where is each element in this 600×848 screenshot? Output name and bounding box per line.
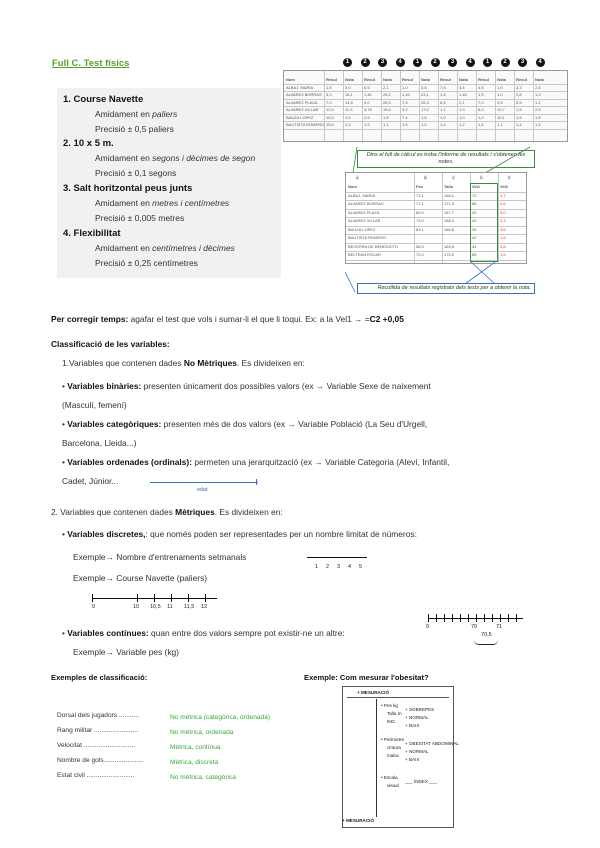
column-number-badge: 2 (501, 58, 510, 67)
sheet-cell: ALVAREZ PLAZA (286, 99, 318, 105)
age-axis (150, 482, 258, 483)
sheet-cell: 70 (472, 192, 477, 198)
navette-tick-label: 11,5 (184, 604, 195, 610)
navette-tick (188, 594, 189, 602)
sheet-grid-col (414, 173, 415, 263)
discrete-variables: • Variables discretes,: que només poden ser representades per un nombre limitat de números: (62, 529, 417, 539)
sheet-cell: 3,3 (516, 84, 522, 90)
training-tick-label: 4 (348, 564, 352, 570)
sheet-cell: 1,0 (402, 84, 408, 90)
test-precision: Precisió ± 0,25 centímetres (95, 258, 198, 268)
test-precision: Precisió ± 0,5 paliers (95, 124, 174, 134)
test-heading: 3. Salt horitzontal peus junts (63, 183, 193, 194)
continuous-tick-label: 71 (496, 624, 503, 630)
sheet-cell: 10,7 (497, 107, 505, 112)
column-number-badge: 1 (483, 58, 492, 67)
sheet-cell: 65 (472, 201, 477, 206)
sheet-cell: 1,40 (364, 92, 372, 97)
example-row (57, 727, 233, 736)
diagram-left-item: visual (387, 783, 399, 788)
sheet-cell: 1,3 (345, 122, 351, 127)
column-number-badge: 3 (518, 58, 527, 67)
training-axis (307, 557, 367, 558)
sheet-cell: 70,0 (416, 252, 424, 257)
sheet-cell: 1,0 (497, 92, 503, 97)
navette-tick (205, 594, 206, 602)
sheet-cell: 7,0 (478, 99, 484, 105)
test-measure: Amidament en metres i centímetres (95, 198, 230, 208)
sheet-cell: 65 (472, 252, 477, 257)
sheet-cell: 1,6 (421, 114, 427, 120)
sheet-cell: 80,0 (416, 209, 424, 215)
diagram-left-item: • Escala (381, 775, 398, 780)
sheet-cell: 3,8 (500, 243, 506, 249)
sheet-cell: 7,5 (402, 99, 408, 105)
data-spreadsheet (345, 172, 527, 264)
sheet-cell: 1,5 (402, 122, 408, 127)
sheet-cell: 1,5 (345, 114, 351, 120)
sheet-cell: 1,5 (535, 114, 541, 120)
sheet-cell: Nota (421, 77, 430, 82)
sheet-cell: 1,4 (516, 122, 522, 127)
sheet-cell: 73,0 (416, 218, 424, 223)
non-metric-intro: 1.Variables que contenen dades No Mètriques. Es divideixen en: (62, 358, 305, 368)
sheet-cell: 7,5 (440, 84, 446, 90)
sheet-cell: 2,1 (459, 99, 465, 105)
diagram-left-item: maluc (387, 753, 400, 758)
sheet-cell: 1,4 (478, 122, 484, 127)
navette-tick-label: 10,5 (150, 604, 161, 610)
sheet-cell: 42 (472, 218, 477, 223)
sheet-cell: 1,40 (459, 92, 467, 97)
column-number-badge: 1 (413, 58, 422, 67)
continuous-tick (436, 614, 437, 622)
sheet-cell: 1,2 (535, 99, 541, 105)
sheet-cell: 1,1 (383, 122, 389, 127)
sheet-cell: Resul (326, 77, 337, 82)
sheet-cell: 12,0 (326, 107, 334, 112)
training-tick-label: 3 (337, 564, 341, 570)
test-precision: Precisió ± 0,005 metres (95, 213, 185, 223)
sheet-cell: Resul (478, 77, 489, 82)
sheet-cell: 2,1 (383, 84, 389, 90)
sheet-cell: 169,8 (444, 243, 455, 249)
sheet-cell: 15,0 (326, 122, 334, 127)
example-value: No mètrica (categòrica, ordenada) (170, 714, 271, 721)
diagram-right-item: + NORMAL (405, 715, 429, 720)
column-number-badge: 2 (361, 58, 370, 67)
sheet-cell: 166,1 (444, 192, 455, 198)
test-precision: Precisió ± 0,1 segons (95, 168, 177, 178)
sheet-cell: 167,7 (444, 209, 455, 215)
sheet-cell: Nom (348, 184, 357, 189)
diagram-left-item: • Perímetre (381, 737, 405, 742)
sheet-cell: 30 (472, 209, 477, 215)
example-value: No mètrica, categòrica (170, 774, 236, 781)
sheet-grid-row (346, 260, 526, 261)
sheet-cell: Talla (444, 184, 453, 189)
training-axis-labels (307, 564, 367, 572)
navette-tick-label: 10 (133, 604, 140, 610)
sheet-cell: 5,5 (516, 99, 522, 105)
sheet-cell: 1,6 (500, 252, 506, 257)
sheet-cell: ALBAJ, MARIA (348, 192, 376, 198)
sheet-cell: 2,8 (516, 92, 522, 97)
sheet-cell: 63,1 (416, 226, 424, 232)
sheet-col-letter: D (480, 175, 483, 180)
continuous-tick (516, 614, 517, 622)
obesity-diagram (342, 686, 459, 828)
sheet-cell: 1,0 (459, 107, 465, 112)
sheet-cell: 5,0 (478, 107, 484, 112)
sheet-cell: 1,0 (478, 114, 484, 120)
sheet-cell: ALVAREZ VILLAR (348, 218, 381, 223)
continuous-tick (508, 614, 509, 622)
sheet-cell: 1,42 (402, 92, 410, 97)
sheet-cell: BECERRA DE BENEDICTO (348, 243, 399, 249)
sheet-cell: 3,6 (500, 226, 506, 232)
navette-tick-label: 12 (201, 604, 208, 610)
sheet-cell: 26,3 (421, 99, 429, 105)
navette-tick-label: 0 (92, 604, 96, 610)
ordinal-variables: • Variables ordenades (ordinals): permeten una jerarquització (ex → Variable Categoria (Aleví, Infantil, Cadet, Júnior... (62, 457, 450, 486)
sheet-cell: 1,9 (364, 122, 370, 127)
sheet-col-letter: C (452, 175, 455, 180)
navette-axis-ticks (92, 594, 217, 614)
results-spreadsheet (283, 70, 568, 142)
sheet-cell: 15,0 (383, 107, 391, 112)
sheet-cell: 4,0 (364, 99, 370, 105)
sheet-cell: 10,0 (326, 114, 334, 120)
classification-heading: Classificació de les variables: (51, 339, 170, 349)
age-axis-label: edat (197, 487, 208, 493)
diagram-bottom-label: + MESURACIÓ (342, 818, 375, 823)
example-row (57, 772, 236, 781)
sheet-cell: 1,5 (383, 114, 389, 120)
highlight-column (470, 183, 498, 262)
examples-heading: Exemples de classificació: (51, 673, 148, 682)
sheet-cell: 170,0 (444, 252, 455, 257)
sheet-cell: Resul (364, 77, 375, 82)
continuous-tick-label: 70 (471, 624, 478, 630)
diagram-right-item: + OBESITAT ABDOMINAL (405, 741, 459, 746)
sheet-cell: Pes (416, 184, 424, 189)
connector-lines (345, 145, 535, 175)
example-label: Nombre de gols...................... (57, 757, 144, 764)
sheet-cell: 4,5 (478, 84, 484, 90)
page-title: Full C. Test físics (52, 58, 130, 69)
sheet-cell: 168,3 (444, 218, 455, 223)
note-results: Dins el full de càlcul es troba l'informe de resultats i s'obtenen les notes. (357, 150, 535, 168)
sheet-cell: 42 (472, 235, 477, 240)
sheet-cell: Nota (345, 77, 354, 82)
sheet-cell: 2,5 (535, 107, 541, 112)
sheet-col-letter: E (508, 175, 511, 180)
sheet-cell: 7,4 (402, 114, 408, 120)
sheet-cell: 3,0 (326, 92, 332, 97)
diagram-right-item: + BAIX (405, 723, 420, 728)
sheet-cell: 166,8 (444, 226, 455, 232)
sheet-cell: 3,0 (500, 209, 506, 215)
sheet-cell: 44 (472, 243, 477, 249)
continuous-tick (492, 614, 493, 622)
sheet-cell: 3,2 (402, 107, 408, 112)
sheet-col-letter: A (356, 175, 359, 180)
diagram-right-item: ___ ÍNDEX ___ (405, 779, 437, 784)
age-axis-end (256, 479, 257, 485)
binary-variables: • Variables binàries: presenten únicament dos possibles valors (ex → Variable Sexe de naixement (Masculí, femení) (62, 381, 431, 410)
sheet-cell: 2,5 (535, 84, 541, 90)
sheet-cell: 17,0 (421, 107, 429, 112)
column-number-badge: 4 (466, 58, 475, 67)
continuous-axis-ticks (428, 612, 523, 652)
sheet-cell: 1,1 (497, 122, 503, 127)
sheet-cell: 1,0 (459, 114, 465, 120)
column-number-row (343, 58, 553, 68)
sheet-cell: BAUZA LOPEZ (286, 114, 314, 120)
sheet-cell: 3,4 (459, 84, 465, 90)
sheet-grid-row (284, 129, 567, 130)
navette-tick (154, 594, 155, 602)
column-number-badge: 3 (448, 58, 457, 67)
training-tick-label: 1 (315, 564, 319, 570)
sheet-cell: 18,1 (345, 92, 353, 97)
sheet-cell: 3,75 (364, 107, 372, 112)
sheet-cell: Nota (535, 77, 544, 82)
sheet-cell: 26,3 (383, 99, 391, 105)
navette-tick (171, 594, 172, 602)
example-label: Velocitat ............................ (57, 742, 136, 749)
sheet-cell: 28,2 (383, 92, 391, 97)
sheet-cell: 1,5 (535, 122, 541, 127)
test-heading: 1. Course Navette (63, 94, 144, 105)
metric-intro: 2. Variables que contenen dades Mètriques. Es divideixen en: (51, 507, 283, 517)
example-row (57, 742, 221, 751)
column-number-badge: 4 (536, 58, 545, 67)
sheet-cell: 58,5 (416, 243, 424, 249)
sheet-cell: Resul (516, 77, 527, 82)
sheet-cell: Vel2 (500, 184, 509, 189)
sheet-cell: 73,1 (416, 192, 424, 198)
column-number-badge: 1 (343, 58, 352, 67)
diagram-right-item: + SOBREPES (405, 707, 435, 712)
example-value: Mètrica, discreta (170, 759, 219, 766)
continuous-tick (428, 614, 429, 622)
sheet-cell: 3,8 (421, 84, 427, 90)
sheet-cell: 1,5 (516, 114, 522, 120)
sheet-cell: 1,0 (497, 84, 503, 90)
example-navette: Exemple→ Course Navette (paliers) (73, 573, 208, 583)
continuous-tick (452, 614, 453, 622)
sheet-cell: ALVAREZ BORRAS (286, 92, 322, 97)
diagram-top-label: + MESURACIÓ (357, 690, 390, 695)
sheet-cell: Nom (286, 77, 295, 82)
sheet-cell: 6,5 (440, 99, 446, 105)
sheet-grid-col (498, 173, 499, 263)
sheet-cell: 1,0 (535, 92, 541, 97)
test-heading: 2. 10 x 5 m. (63, 138, 114, 149)
continuous-brace (474, 640, 498, 645)
sheet-cell: 1,5 (516, 107, 522, 112)
tests-panel (57, 88, 281, 278)
sheet-cell: 2,3 (500, 218, 506, 223)
categorical-variables: • Variables categòriques: presenten més de dos valors (ex → Variable Població (La Seu d'Urgell, Barcelona, Lleida...) (62, 419, 428, 448)
training-tick-label: 2 (326, 564, 330, 570)
diagram-left-item: IMC (387, 719, 396, 724)
sheet-cell: 71,1 (416, 201, 424, 206)
sheet-cell: Nota (383, 77, 392, 82)
sheet-cell: ALBAJ, MARIA (286, 84, 314, 90)
test-measure: Amidament en centímetres i dècimes (95, 243, 235, 253)
sheet-cell: 3,5 (497, 99, 503, 105)
navette-tick-label: 11 (167, 604, 173, 610)
sheet-cell: 1,2 (459, 122, 465, 127)
navette-tick (92, 594, 93, 602)
sheet-cell: 1,0 (421, 122, 427, 127)
sheet-cell: Nota (459, 77, 468, 82)
sheet-cell: 2,6 (500, 201, 506, 206)
continuous-tick (460, 614, 461, 622)
sheet-cell: 7,0 (326, 99, 332, 105)
diagram-left-item: Talla m (387, 711, 402, 716)
sheet-cell: Resul (402, 77, 413, 82)
sheet-cell: 1,1 (440, 107, 446, 112)
continuous-mid-label: 70,5 (481, 632, 492, 638)
sheet-cell: ALVAREZ VILLAR (286, 107, 319, 112)
test-measure: Amidament en paliers (95, 109, 178, 119)
column-number-badge: 4 (396, 58, 405, 67)
sheet-cell: 3,0 (345, 84, 351, 90)
test-measure: Amidament en segons i dècimes de segon (95, 153, 256, 163)
sheet-cell: Nota (497, 77, 506, 82)
example-row (57, 712, 270, 721)
sheet-cell: Resul (440, 77, 451, 82)
sheet-cell: 14,5 (345, 99, 353, 105)
sheet-cell: ALVAREZ BORRAS (348, 201, 384, 206)
test-heading: 4. Flexibilitat (63, 228, 121, 239)
sheet-cell: 10,1 (497, 114, 505, 120)
continuous-tick (484, 614, 485, 622)
continuous-tick (500, 614, 501, 622)
example-training: Exemple→ Nombre d'entrenaments setmanals (73, 552, 247, 562)
continuous-variables: • Variables contínues: quan entre dos valors sempre pot existir-ne un altre: (62, 628, 345, 638)
sheet-cell: BAUTISTA ROMERO (348, 235, 387, 240)
example-label: Dorsal dels jugadors ........... (57, 712, 140, 719)
example-row (57, 757, 218, 766)
correct-time-line: Per corregir temps: agafar el test que vols i sumar-li el que li toqui. Ex: a la Vel1 → =C2 +0,05 (51, 314, 404, 324)
sheet-cell: BELTRAN ESCAR (348, 252, 382, 257)
continuous-tick (444, 614, 445, 622)
diagram-left-item: cintura (387, 745, 401, 750)
sheet-cell: 11,3 (345, 107, 353, 112)
sheet-cell: 1,0 (440, 114, 446, 120)
continuous-tick-label: 0 (426, 624, 430, 630)
sheet-cell: Vel1 (472, 184, 481, 189)
example-value: No mètrica, ordenada (170, 729, 234, 736)
sheet-cell: 23,1 (421, 92, 429, 97)
diagram-top-line (347, 697, 449, 698)
column-number-badge: 3 (378, 58, 387, 67)
obesity-heading: Exemple: Com mesurar l'obesitat? (304, 673, 429, 682)
diagram-right-item: + NORMAL (405, 749, 429, 754)
diagram-vertical-axis (376, 699, 377, 817)
sheet-cell: 1,5 (326, 84, 332, 90)
training-tick-label: 5 (359, 564, 363, 570)
diagram-left-item: • Pes kg (381, 703, 398, 708)
sheet-cell: 26 (472, 226, 477, 232)
continuous-tick (468, 614, 469, 622)
sheet-cell: 1,6 (500, 235, 506, 240)
example-label: Estat civil .......................... (57, 772, 135, 779)
column-number-badge: 2 (431, 58, 440, 67)
continuous-tick (476, 614, 477, 622)
note-collect: Recollida de resultats registrats dels tests per a obtenir la nota. (357, 283, 535, 294)
sheet-cell: 6,5 (364, 84, 370, 90)
sheet-col-letter: B (424, 175, 427, 180)
sheet-cell: 171,5 (444, 201, 455, 206)
example-weight: Exemple→ Variable pes (kg) (73, 647, 179, 657)
sheet-cell: 1,4 (440, 122, 446, 127)
example-label: Rang militar ........................ (57, 727, 138, 734)
sheet-cell: 1,5 (478, 92, 484, 97)
sheet-cell: 1,8 (440, 92, 446, 97)
sheet-cell: 2,6 (364, 114, 370, 120)
sheet-cell: ALVAREZ PLAZA (348, 209, 380, 215)
sheet-cell: BAUZA LOPEZ (348, 226, 376, 232)
diagram-right-item: + BAIX (405, 757, 420, 762)
sheet-cell: BAUTISTA ROMERO (286, 122, 325, 127)
sheet-cell: 3,7 (500, 192, 506, 198)
navette-tick (137, 594, 138, 602)
sheet-grid-col (442, 173, 443, 263)
example-value: Mètrica, contínua (170, 744, 221, 751)
